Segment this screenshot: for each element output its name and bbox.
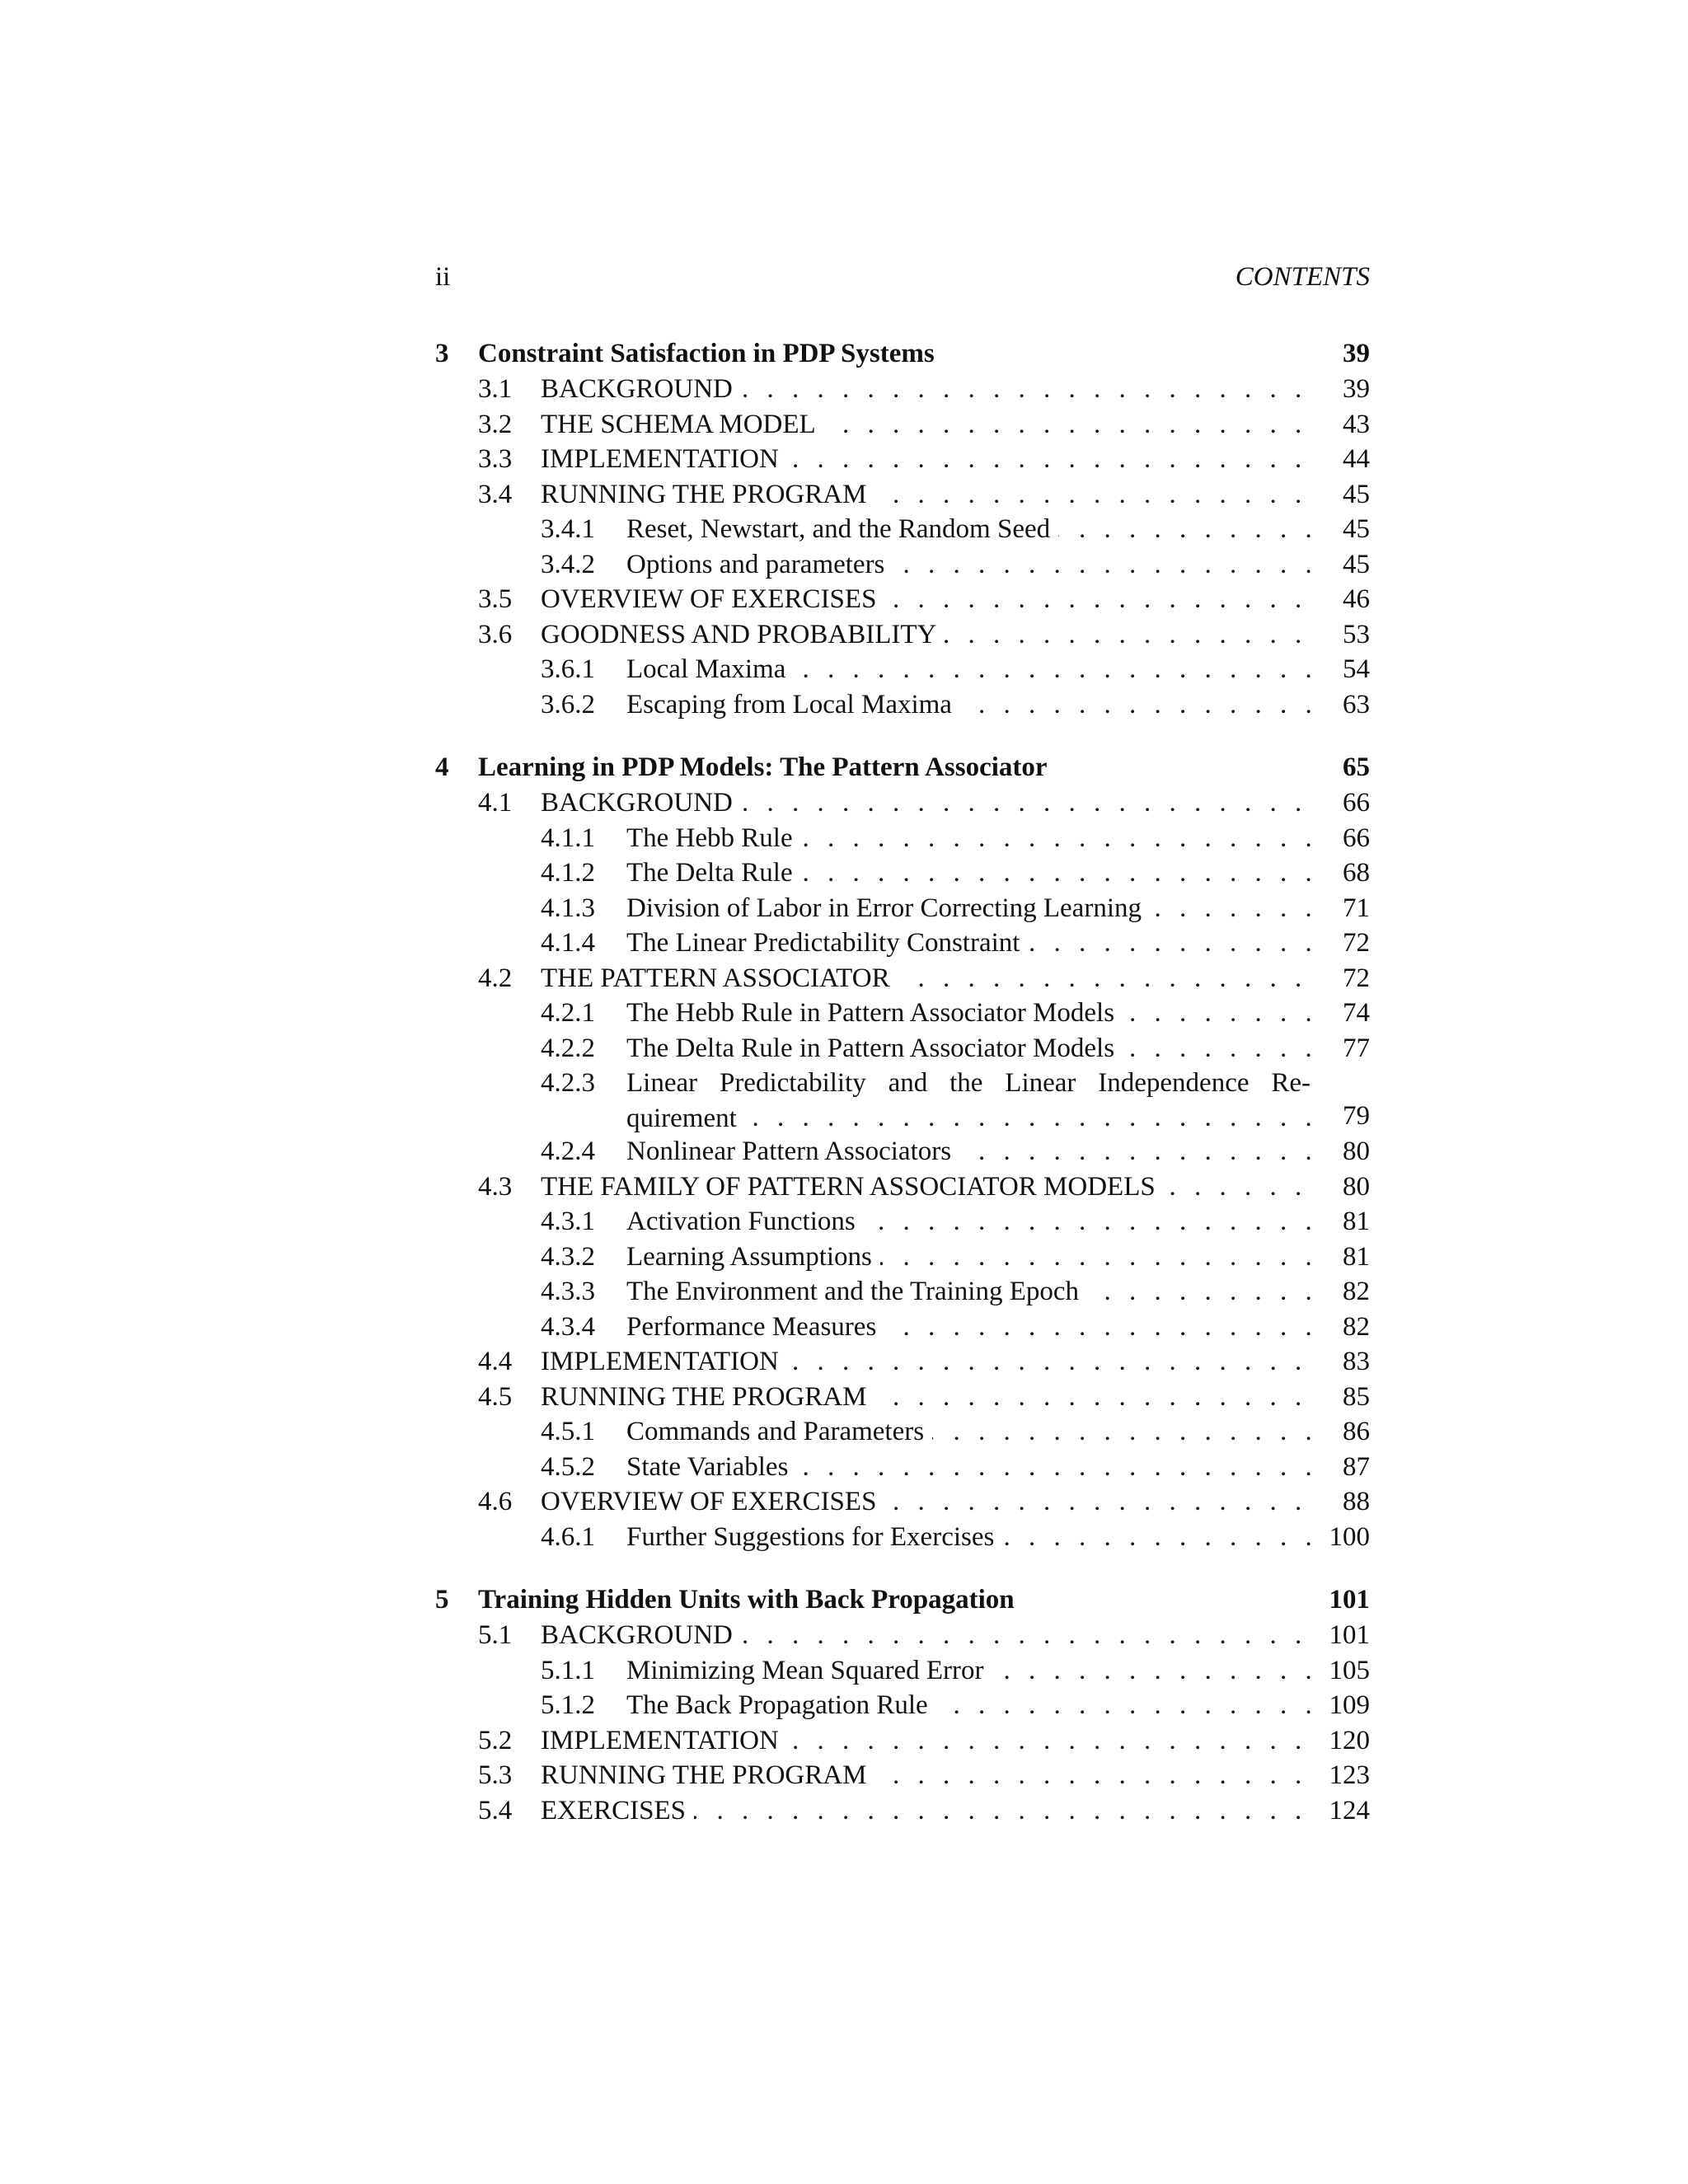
entry-number: 4.3.3 xyxy=(541,1277,595,1306)
entry-title-leader xyxy=(626,1653,1311,1689)
chapter-heading xyxy=(435,1582,1370,1618)
entry-page: 80 xyxy=(1343,1171,1370,1202)
entry-title-leader xyxy=(541,477,1311,513)
toc-subsection xyxy=(435,1688,1370,1723)
entry-title: Minimizing Mean Squared Error xyxy=(626,1656,992,1685)
entry-page: 80 xyxy=(1343,1137,1370,1166)
toc-subsection xyxy=(435,1310,1370,1345)
entry-page: 77 xyxy=(1343,1033,1370,1063)
entry-page: 54 xyxy=(1343,654,1370,684)
entry-number: 3.6.1 xyxy=(541,654,595,684)
toc-subsection xyxy=(435,996,1370,1031)
entry-number: 4.4 xyxy=(478,1347,513,1376)
entry-title-leader xyxy=(541,582,1311,617)
entry-title-continued: quirement xyxy=(626,1104,745,1133)
entry-page: 123 xyxy=(1329,1760,1370,1790)
toc-subsection xyxy=(435,687,1370,723)
entry-page: 105 xyxy=(1329,1655,1370,1685)
entry-title-leader xyxy=(541,1758,1311,1793)
entry-title-leader xyxy=(626,1204,1311,1240)
chapter-title: Training Hidden Units with Back Propagation xyxy=(478,1585,1015,1615)
toc-subsection xyxy=(435,1450,1370,1485)
entry-title-leader xyxy=(541,372,1311,407)
entry-title: The Back Propagation Rule xyxy=(626,1690,936,1720)
entry-title-leader xyxy=(626,821,1311,856)
entry-title-leader xyxy=(626,1274,1311,1310)
toc-subsection xyxy=(435,1274,1370,1310)
entry-title: Local Maxima xyxy=(626,654,794,684)
entry-title: THE SCHEMA MODEL xyxy=(541,410,824,439)
toc-subsection xyxy=(435,926,1370,961)
entry-title: The Delta Rule in Pattern Associator Models xyxy=(626,1033,1123,1063)
entry-number: 5.4 xyxy=(478,1795,513,1825)
entry-number: 4.1.1 xyxy=(541,823,595,853)
entry-number: 5.1 xyxy=(478,1620,513,1650)
entry-title-leader xyxy=(626,891,1311,926)
entry-page: 79 xyxy=(1343,1101,1370,1131)
entry-number: 3.5 xyxy=(478,584,513,614)
entry-title: Performance Measures xyxy=(626,1312,884,1342)
toc-section xyxy=(435,372,1370,407)
chapter-page: 101 xyxy=(1329,1585,1370,1615)
toc-section xyxy=(435,1758,1370,1793)
entry-title-leader xyxy=(541,442,1311,477)
entry-title: The Linear Predictability Constraint xyxy=(626,928,1028,958)
entry-number: 3.4 xyxy=(478,479,513,509)
entry-number: 4.2 xyxy=(478,963,513,993)
entry-title: BACKGROUND xyxy=(541,788,741,818)
toc-subsection xyxy=(435,1520,1370,1555)
toc-subsection xyxy=(435,1031,1370,1066)
entry-title-leader xyxy=(541,1169,1311,1205)
entry-title: IMPLEMENTATION xyxy=(541,1726,787,1755)
chapter-page: 65 xyxy=(1343,752,1370,782)
entry-page: 100 xyxy=(1329,1521,1370,1552)
chapter-number: 5 xyxy=(435,1585,449,1615)
page-number: ii xyxy=(435,262,451,292)
entry-number: 4.1.4 xyxy=(541,928,595,958)
entry-page: 68 xyxy=(1343,858,1370,888)
toc-subsection xyxy=(435,1204,1370,1240)
entry-title: RUNNING THE PROGRAM xyxy=(541,1382,874,1412)
toc-section xyxy=(435,442,1370,477)
entry-number: 4.5.1 xyxy=(541,1417,595,1446)
entry-page: 81 xyxy=(1343,1207,1370,1236)
entry-page: 72 xyxy=(1343,928,1370,958)
toc-subsection xyxy=(435,821,1370,856)
entry-page: 88 xyxy=(1343,1487,1370,1516)
chapter-title: Constraint Satisfaction in PDP Systems xyxy=(478,339,935,368)
entry-page: 120 xyxy=(1329,1725,1370,1755)
entry-number: 4.6.1 xyxy=(541,1521,595,1552)
entry-number: 3.1 xyxy=(478,374,513,404)
entry-title-leader xyxy=(541,1380,1311,1415)
entry-title-leader xyxy=(541,961,1311,996)
entry-number: 5.2 xyxy=(478,1725,513,1755)
toc-section xyxy=(435,1484,1370,1520)
toc-chapter xyxy=(435,336,1370,722)
entry-number: 4.6 xyxy=(478,1487,513,1516)
entry-title: IMPLEMENTATION xyxy=(541,444,787,474)
entry-title-leader xyxy=(541,1344,1311,1380)
entry-page: 43 xyxy=(1343,409,1370,439)
entry-title: The Hebb Rule xyxy=(626,823,801,853)
entry-title: IMPLEMENTATION xyxy=(541,1347,787,1376)
entry-number: 5.1.2 xyxy=(541,1690,595,1720)
entry-title-leader xyxy=(626,1414,1311,1450)
entry-number: 4.3.2 xyxy=(541,1241,595,1272)
entry-page: 74 xyxy=(1343,998,1370,1028)
entry-title-leader xyxy=(541,407,1311,443)
toc-subsection xyxy=(435,1240,1370,1275)
entry-title: EXERCISES xyxy=(541,1796,694,1825)
toc-subsection xyxy=(435,652,1370,687)
toc-subsection xyxy=(435,1066,1370,1134)
entry-page: 45 xyxy=(1343,514,1370,544)
entry-title: OVERVIEW OF EXERCISES xyxy=(541,1487,884,1516)
running-title: CONTENTS xyxy=(1235,262,1370,292)
entry-title: GOODNESS AND PROBABILITY xyxy=(541,620,945,649)
entry-title-leader xyxy=(626,1031,1311,1066)
entry-number: 4.3.4 xyxy=(541,1311,595,1342)
entry-title-leader xyxy=(626,1688,1311,1723)
toc-subsection xyxy=(435,1414,1370,1450)
entry-title-leader xyxy=(541,1484,1311,1520)
entry-page: 66 xyxy=(1343,823,1370,853)
entry-number: 4.2.4 xyxy=(541,1137,595,1166)
toc-section xyxy=(435,1344,1370,1380)
entry-title-leader xyxy=(626,687,1311,723)
entry-page: 63 xyxy=(1343,689,1370,719)
chapter-number: 3 xyxy=(435,339,449,368)
entry-number: 4.2.3 xyxy=(541,1068,595,1098)
entry-title: RUNNING THE PROGRAM xyxy=(541,480,874,509)
entry-title: OVERVIEW OF EXERCISES xyxy=(541,584,884,614)
entry-title-leader xyxy=(626,1450,1311,1485)
entry-title-leader xyxy=(626,1310,1311,1345)
entry-title: The Delta Rule xyxy=(626,858,801,888)
entry-title-leader xyxy=(541,1793,1311,1829)
toc-section xyxy=(435,1618,1370,1653)
chapter-title: Learning in PDP Models: The Pattern Associator xyxy=(478,752,1048,782)
entry-title: THE FAMILY OF PATTERN ASSOCIATOR MODELS xyxy=(541,1172,1164,1202)
entry-page: 101 xyxy=(1329,1620,1370,1650)
entry-title: Nonlinear Pattern Associators xyxy=(626,1137,959,1166)
entry-page: 45 xyxy=(1343,549,1370,579)
entry-page: 44 xyxy=(1343,444,1370,474)
toc-section xyxy=(435,477,1370,513)
toc-subsection xyxy=(435,512,1370,547)
toc-section xyxy=(435,1793,1370,1829)
entry-number: 4.1.2 xyxy=(541,858,595,888)
entry-number: 4.5.2 xyxy=(541,1451,595,1482)
entry-page: 72 xyxy=(1343,963,1370,993)
entry-number: 3.4.1 xyxy=(541,514,595,544)
entry-page: 109 xyxy=(1329,1690,1370,1720)
toc-section xyxy=(435,785,1370,821)
chapter-page: 39 xyxy=(1343,339,1370,368)
entry-number: 4.1 xyxy=(478,788,513,818)
entry-title: THE PATTERN ASSOCIATOR xyxy=(541,963,898,993)
entry-page: 71 xyxy=(1343,893,1370,923)
entry-title-leader xyxy=(626,1520,1311,1555)
entry-number: 3.3 xyxy=(478,444,513,474)
entry-page: 82 xyxy=(1343,1311,1370,1342)
entry-title-leader xyxy=(541,785,1311,821)
entry-page: 45 xyxy=(1343,479,1370,509)
entry-title-leader xyxy=(541,1723,1311,1759)
entry-number: 4.2.1 xyxy=(541,998,595,1028)
table-of-contents xyxy=(435,336,1370,1856)
entry-title: Commands and Parameters xyxy=(626,1417,932,1446)
toc-subsection xyxy=(435,547,1370,583)
entry-title-leader xyxy=(626,1240,1311,1275)
chapter-number: 4 xyxy=(435,752,449,782)
entry-title-leader xyxy=(626,512,1311,547)
entry-page: 86 xyxy=(1343,1417,1370,1446)
toc-subsection xyxy=(435,891,1370,926)
entry-title: Division of Labor in Error Correcting Learning xyxy=(626,893,1150,923)
entry-number: 4.2.2 xyxy=(541,1033,595,1063)
entry-title-leader xyxy=(541,1618,1311,1653)
entry-title-leader xyxy=(626,926,1311,961)
toc-section xyxy=(435,1169,1370,1205)
entry-title: The Environment and the Training Epoch xyxy=(626,1277,1087,1306)
entry-page: 87 xyxy=(1343,1451,1370,1482)
entry-title: RUNNING THE PROGRAM xyxy=(541,1760,874,1790)
toc-section xyxy=(435,617,1370,653)
toc-section xyxy=(435,407,1370,443)
entry-title: BACKGROUND xyxy=(541,374,741,404)
entry-title: Learning Assumptions xyxy=(626,1242,880,1272)
entry-title-leader xyxy=(626,547,1311,583)
entry-page: 85 xyxy=(1343,1381,1370,1412)
entry-number: 3.6.2 xyxy=(541,689,595,719)
entry-title-leader xyxy=(541,617,1311,653)
entry-page: 82 xyxy=(1343,1277,1370,1306)
toc-section xyxy=(435,582,1370,617)
entry-title-leader xyxy=(626,855,1311,891)
entry-page: 53 xyxy=(1343,619,1370,649)
toc-chapter xyxy=(435,1582,1370,1828)
toc-section xyxy=(435,961,1370,996)
toc-section xyxy=(435,1723,1370,1759)
entry-title: Reset, Newstart, and the Random Seed xyxy=(626,514,1058,544)
entry-title: Escaping from Local Maxima xyxy=(626,690,960,719)
entry-number: 4.3 xyxy=(478,1171,513,1202)
toc-section xyxy=(435,1380,1370,1415)
entry-page: 83 xyxy=(1343,1347,1370,1376)
toc-subsection xyxy=(435,855,1370,891)
entry-title: Linear Predictability and the Linear Independence Re- xyxy=(626,1066,1311,1101)
entry-page: 66 xyxy=(1343,788,1370,818)
entry-title: BACKGROUND xyxy=(541,1620,741,1650)
entry-page: 81 xyxy=(1343,1241,1370,1272)
toc-subsection xyxy=(435,1653,1370,1689)
entry-title: Further Suggestions for Exercises xyxy=(626,1522,1002,1552)
entry-title: Options and parameters xyxy=(626,550,893,579)
entry-page: 39 xyxy=(1343,374,1370,404)
chapter-heading xyxy=(435,336,1370,372)
entry-title-leader xyxy=(626,652,1311,687)
chapter-heading xyxy=(435,750,1370,785)
toc-chapter xyxy=(435,750,1370,1554)
entry-title-leader xyxy=(626,996,1311,1031)
toc-subsection xyxy=(435,1134,1370,1169)
entry-number: 3.6 xyxy=(478,619,513,649)
entry-number: 4.1.3 xyxy=(541,893,595,923)
entry-number: 4.3.1 xyxy=(541,1207,595,1236)
page-header xyxy=(0,262,1688,298)
entry-number: 4.5 xyxy=(478,1381,513,1412)
entry-number: 5.3 xyxy=(478,1760,513,1790)
entry-number: 5.1.1 xyxy=(541,1655,595,1685)
entry-page: 124 xyxy=(1329,1795,1370,1825)
entry-title: Activation Functions xyxy=(626,1207,864,1236)
entry-title: State Variables xyxy=(626,1452,796,1482)
entry-number: 3.2 xyxy=(478,409,513,439)
entry-title-leader xyxy=(626,1066,1311,1134)
entry-title: The Hebb Rule in Pattern Associator Models xyxy=(626,998,1123,1028)
entry-page: 46 xyxy=(1343,584,1370,614)
entry-title-leader xyxy=(626,1134,1311,1169)
entry-number: 3.4.2 xyxy=(541,549,595,579)
